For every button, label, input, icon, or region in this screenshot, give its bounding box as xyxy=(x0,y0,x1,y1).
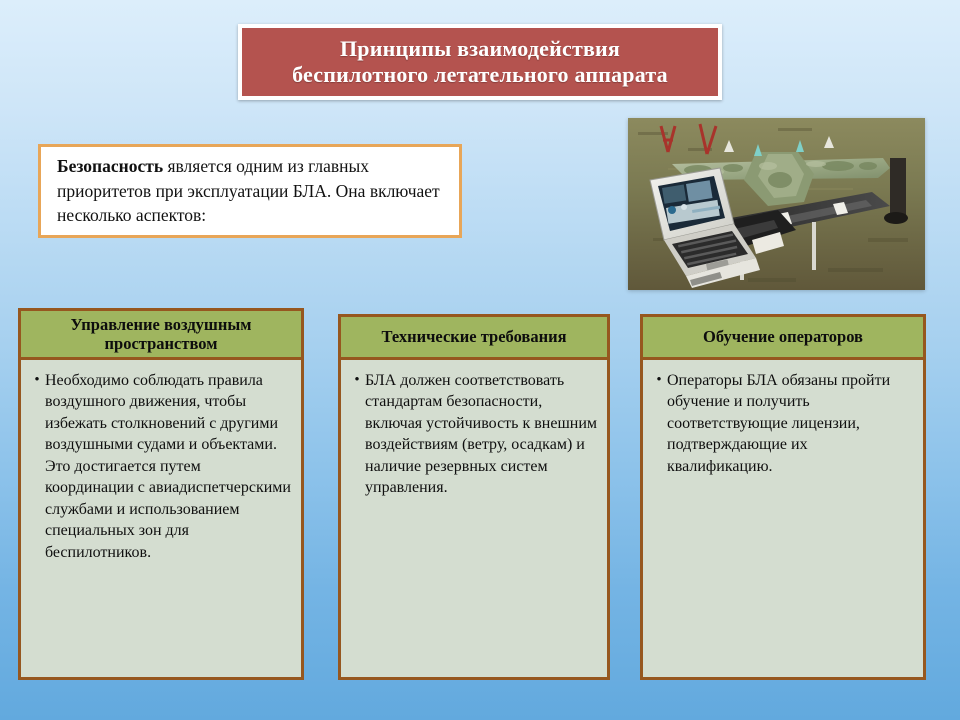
column-header-2: Технические требования xyxy=(338,314,610,360)
page-title-line-1: Принципы взаимодействия xyxy=(339,36,621,62)
column-header-1: Управление воздушным пространством xyxy=(18,308,304,360)
bullet-dot-icon: • xyxy=(656,372,662,388)
intro-rest-text: является одним из главных приоритетов при эксплуатации БЛА. Она включает несколько аспектов: xyxy=(57,155,440,226)
slide-title-banner xyxy=(238,24,722,100)
bullet-dot-icon: • xyxy=(354,372,360,388)
page-title-line-2: беспилотного летательного аппарата xyxy=(292,62,668,87)
bullet-list-2 xyxy=(349,370,597,499)
bullet-list-1 xyxy=(29,370,291,563)
list-item xyxy=(651,370,913,477)
bullet-text: БЛА должен соответствовать стандартам безопасности, включая устойчивость к внешним воздействиям (ветру, осадкам) и наличие резервных систем управления. xyxy=(365,372,598,497)
list-item xyxy=(349,370,597,499)
column-body-1 xyxy=(18,360,304,680)
intro-lead-word: Безопасность xyxy=(57,155,164,176)
bullet-text: Операторы БЛА обязаны пройти обучение и получить соответствующие лицензии, подтверждающие их квалификацию. xyxy=(667,372,891,475)
bullet-text: Необходимо соблюдать правила воздушного движения, чтобы избежать столкновений с другими воздушными судами и объектами. Это достигается путем координации с авиадиспетчерскими службами и использованием специальных зон для беспилотников. xyxy=(45,372,291,561)
column-operator-training xyxy=(640,314,926,680)
column-technical-requirements xyxy=(338,314,610,680)
bullet-list-3 xyxy=(651,370,913,477)
column-header-3: Обучение операторов xyxy=(640,314,926,360)
intro-callout xyxy=(38,144,462,238)
column-body-2 xyxy=(338,360,610,680)
list-item xyxy=(29,370,291,563)
intro-text xyxy=(57,154,445,229)
uav-ground-station-photo xyxy=(628,118,925,290)
column-body-3 xyxy=(640,360,926,680)
uav-photo-illustration xyxy=(628,118,925,290)
column-airspace-management xyxy=(18,308,304,680)
bullet-dot-icon: • xyxy=(34,372,40,388)
page-title xyxy=(292,36,668,88)
